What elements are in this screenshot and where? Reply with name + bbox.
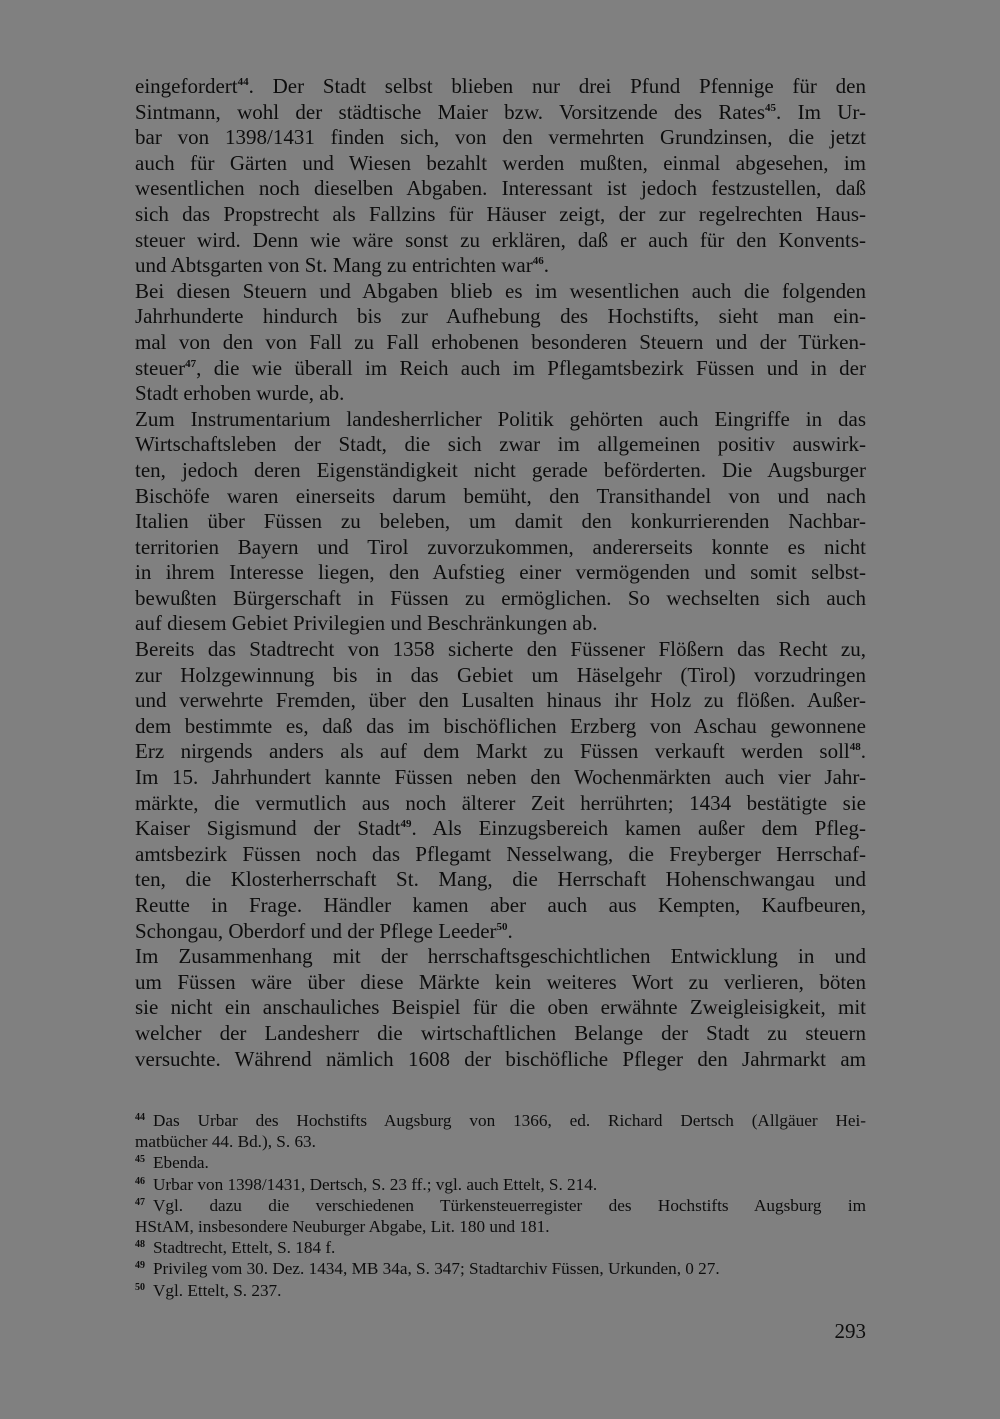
text-line: um Füssen wäre über diese Märkte kein weiteres Wort zu verlieren, böten	[135, 969, 866, 994]
text-line: Stadt erhoben wurde, ab.	[135, 381, 345, 406]
text-line: amtsbezirk Füssen noch das Pflegamt Nesselwang, die Freyberger Herrschaf-	[135, 841, 866, 866]
text-fragment: Erz nirgends anders als auf dem Markt zu Füssen verkauft werden soll	[135, 739, 850, 764]
footnote-50	[135, 1280, 866, 1301]
footnote-44	[135, 1110, 866, 1131]
footnote-number: 49	[135, 1260, 145, 1272]
footnote-47-continued: HStAM, insbesondere Neuburger Abgabe, Lit. 180 und 181.	[135, 1217, 550, 1237]
page-number: 293	[834, 1319, 866, 1343]
text-line: Im Zusammenhang mit der herrschaftsgeschichtlichen Entwicklung in und	[135, 944, 866, 969]
text-line	[135, 739, 866, 765]
footnote-46	[135, 1174, 866, 1195]
paragraph	[135, 407, 866, 637]
footnote-text: Stadtrecht, Ettelt, S. 184 f.	[153, 1238, 336, 1258]
text-line: Bei diesen Steuern und Abgaben blieb es im wesentlichen auch die folgenden	[135, 278, 866, 303]
footnote-number: 44	[135, 1112, 145, 1123]
footnote-text: Vgl. Ettelt, S. 237.	[153, 1280, 282, 1300]
text-line: ten, jedoch deren Eigenständigkeit nicht gerade beförderten. Die Augsburger	[135, 457, 866, 482]
text-line: bar von 1398/1431 finden sich, von den vermehrten Grundzinsen, die jetzt	[135, 125, 866, 150]
text-line: Wirtschaftsleben der Stadt, die sich zwar im allgemeinen positiv auswirk-	[135, 432, 866, 457]
text-line: wesentlichen noch dieselben Abgaben. Interessant ist jedoch festzustellen, daß	[135, 176, 866, 201]
footnote-ref-49[interactable]: 49	[400, 818, 412, 831]
text-line	[135, 816, 866, 842]
paragraph	[135, 944, 866, 1072]
text-line: Bischöfe waren einerseits darum bemüht, den Transithandel von und nach	[135, 483, 866, 508]
footnote-ref-47[interactable]: 47	[185, 357, 197, 370]
text-fragment: . Im Ur-	[776, 99, 866, 124]
footnote-text: Vgl. dazu die verschiedenen Türkensteuerregister des Hochstifts Augsburg im	[153, 1195, 866, 1215]
footnote-47	[135, 1195, 866, 1216]
footnote-ref-44[interactable]: 44	[237, 76, 249, 88]
text-line: zur Holzgewinnung bis in das Gebiet um Häselgehr (Tirol) vorzudringen	[135, 662, 866, 687]
text-line: sie nicht ein anschauliches Beispiel für die oben erwähnte Zweigleisigkeit, mit	[135, 995, 866, 1020]
text-line	[135, 356, 866, 382]
text-fragment: Sintmann, wohl der städtische Maier bzw. Vorsitzende des Rates	[135, 99, 766, 124]
text-line: Zum Instrumentarium landesherrlicher Politik gehörten auch Eingriffe in das	[135, 406, 866, 431]
text-line: Im 15. Jahrhundert kannte Füssen neben den Wochenmärkten auch vier Jahr-	[135, 765, 866, 790]
text-line: Reutte in Frage. Händler kamen aber auch aus Kempten, Kaufbeuren,	[135, 893, 866, 917]
text-line: Italien über Füssen zu beleben, um damit den konkurrierenden Nachbar-	[135, 509, 866, 534]
text-line: auch für Gärten und Wiesen bezahlt werden mußten, einmal abgesehen, im	[135, 150, 866, 175]
footnote-text: Privileg vom 30. Dez. 1434, MB 34a, S. 347; Stadtarchiv Füssen, Urkunden, 0 27.	[153, 1259, 720, 1279]
text-fragment: Kaiser Sigismund der Stadt	[135, 816, 401, 841]
text-line: auf diesem Gebiet Privilegien und Beschränkungen ab.	[135, 611, 598, 636]
text-line: ten, die Klosterherrschaft St. Mang, die Herrschaft Hohenschwangau und	[135, 867, 866, 892]
footnote-number: 50	[135, 1281, 145, 1293]
text-line: und verwehrte Fremden, über den Lusalten hinaus ihr Holz zu flößen. Außer-	[135, 688, 866, 713]
text-line	[135, 74, 866, 100]
text-line: dem bestimmte es, daß das im bischöflichen Erzberg von Aschau gewonnene	[135, 713, 866, 738]
footnotes-section	[135, 1110, 866, 1301]
text-fragment: , die wie überall im Reich auch im Pflegamtsbezirk Füssen und in der	[196, 355, 866, 380]
text-line: Bereits das Stadtrecht von 1358 sicherte den Füssener Flößern das Recht zu,	[135, 637, 866, 662]
paragraph	[135, 765, 866, 944]
footnote-ref-45[interactable]: 45	[765, 101, 777, 114]
text-line	[135, 919, 866, 945]
footnote-ref-50[interactable]: 50	[496, 920, 508, 933]
text-fragment: steuer	[135, 355, 186, 380]
text-fragment: . Der Stadt selbst blieben nur drei Pfund Pfennige für den	[248, 74, 866, 98]
text-line: mal von den von Fall zu Fall erhobenen besonderen Steuern und der Türken-	[135, 329, 866, 354]
footnote-ref-48[interactable]: 48	[849, 741, 861, 754]
text-line: steuer wird. Denn wie wäre sonst zu erklären, daß er auch für den Konvents-	[135, 227, 866, 252]
footnote-49	[135, 1258, 866, 1279]
text-line: in ihrem Interesse liegen, den Aufstieg einer vermögenden und somit selbst-	[135, 560, 866, 585]
text-fragment: und Abtsgarten von St. Mang zu entrichten war	[135, 253, 533, 278]
text-line: märkte, die vermutlich aus noch älterer Zeit herrührten; 1434 bestätigte sie	[135, 790, 866, 815]
text-line: sich das Propstrecht als Fallzins für Häuser zeigt, der zur regelrechten Haus-	[135, 201, 866, 226]
text-fragment: Schongau, Oberdorf und der Pflege Leeder	[135, 918, 497, 943]
text-line	[135, 100, 866, 126]
footnote-number: 46	[135, 1175, 145, 1187]
footnote-number: 48	[135, 1239, 145, 1251]
text-line	[135, 253, 866, 279]
text-fragment: eingefordert	[135, 74, 238, 98]
text-line: bewußten Bürgerschaft in Füssen zu ermöglichen. So wechselten sich auch	[135, 585, 866, 610]
paragraph	[135, 74, 866, 279]
text-line: Jahrhunderte hindurch bis zur Aufhebung des Hochstifts, sieht man ein-	[135, 304, 866, 329]
footnote-text: Ebenda.	[153, 1153, 209, 1173]
text-fragment: .	[543, 253, 549, 278]
text-line: versuchte. Während nämlich 1608 der bischöfliche Pfleger den Jahrmarkt am	[135, 1046, 866, 1071]
footnote-45	[135, 1152, 866, 1173]
text-fragment: . Als Einzugsbereich kamen außer dem Pfleg-	[411, 816, 866, 841]
text-fragment: .	[507, 918, 513, 943]
footnote-number: 45	[135, 1154, 145, 1166]
paragraph	[135, 279, 866, 407]
text-line: territorien Bayern und Tirol zuvorzukommen, andererseits konnte es nicht	[135, 534, 866, 559]
main-text	[135, 74, 866, 1072]
footnote-44-continued: matbücher 44. Bd.), S. 63.	[135, 1132, 316, 1152]
footnote-text: Urbar von 1398/1431, Dertsch, S. 23 ff.; vgl. auch Ettelt, S. 214.	[153, 1174, 598, 1194]
text-fragment: .	[860, 739, 866, 764]
footnote-ref-46[interactable]: 46	[532, 255, 544, 268]
footnote-number: 47	[135, 1196, 145, 1208]
footnote-text: Das Urbar des Hochstifts Augsburg von 1366, ed. Richard Dertsch (Allgäuer Hei-	[153, 1111, 866, 1130]
footnote-48	[135, 1237, 866, 1258]
text-line: welcher der Landesherr die wirtschaftlichen Belange der Stadt zu steuern	[135, 1020, 866, 1045]
paragraph	[135, 637, 866, 765]
